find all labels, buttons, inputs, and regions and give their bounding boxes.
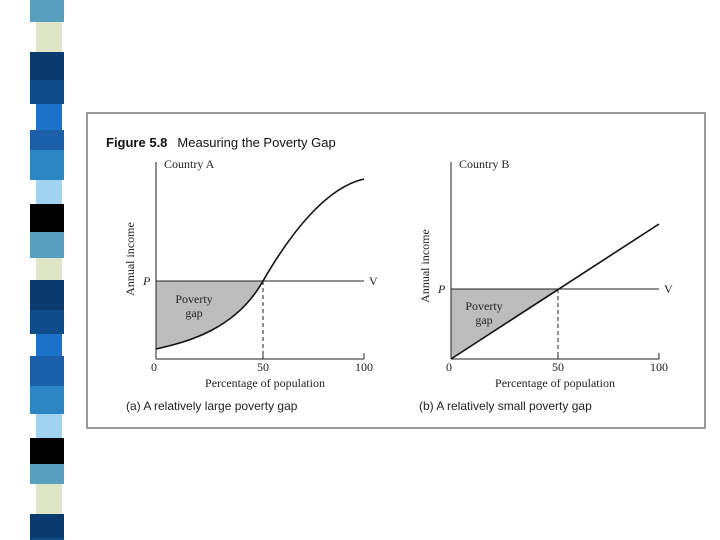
poverty-gap-label-line1: Poverty bbox=[465, 299, 503, 313]
panel-caption: (a) A relatively large poverty gap bbox=[126, 399, 298, 413]
v-label: V bbox=[369, 274, 378, 288]
figure-title bbox=[106, 135, 336, 150]
x-tick-label-100: 100 bbox=[650, 360, 668, 374]
poverty-gap-label-line2: gap bbox=[185, 306, 203, 320]
stripe-block bbox=[30, 52, 64, 80]
x-tick-label-0: 0 bbox=[446, 360, 452, 374]
stripe-block bbox=[36, 104, 62, 130]
country-label: Country B bbox=[459, 157, 510, 171]
y-axis-label: Annual income bbox=[418, 229, 432, 303]
panel-caption: (b) A relatively small poverty gap bbox=[419, 399, 592, 413]
poverty-gap-label-line2: gap bbox=[475, 313, 493, 327]
stripe-block bbox=[36, 258, 62, 280]
stripe-block bbox=[30, 232, 64, 258]
y-axis-label: Annual income bbox=[123, 222, 137, 296]
x-axis-label: Percentage of population bbox=[495, 376, 615, 390]
stripe-block bbox=[30, 438, 64, 464]
x-axis-label: Percentage of population bbox=[205, 376, 325, 390]
stripe-block bbox=[30, 280, 64, 310]
country-label: Country A bbox=[164, 157, 215, 171]
stripe-block bbox=[30, 386, 64, 414]
stripe-block bbox=[30, 150, 64, 180]
decorative-stripe bbox=[0, 0, 72, 540]
panel-a-graph bbox=[108, 154, 408, 428]
x-tick-label-50: 50 bbox=[552, 360, 564, 374]
figure-title-text: Measuring the Poverty Gap bbox=[177, 135, 336, 150]
panel-country-b bbox=[403, 154, 703, 428]
stripe-block bbox=[36, 334, 62, 356]
stripe-block bbox=[36, 484, 62, 514]
stripe-block bbox=[30, 310, 64, 334]
stripe-block bbox=[30, 0, 64, 22]
x-tick-label-50: 50 bbox=[257, 360, 269, 374]
poverty-line-label: P bbox=[143, 274, 151, 288]
poverty-line-label: P bbox=[438, 282, 446, 296]
figure-number: Figure 5.8 bbox=[106, 135, 168, 150]
panel-b-graph bbox=[403, 154, 703, 428]
stripe-block bbox=[30, 514, 64, 538]
stripe-block bbox=[36, 22, 62, 52]
stripe-block bbox=[30, 130, 64, 150]
x-tick-label-100: 100 bbox=[355, 360, 373, 374]
panel-country-a bbox=[108, 154, 408, 428]
v-label: V bbox=[664, 282, 673, 296]
x-tick-label-0: 0 bbox=[151, 360, 157, 374]
stripe-block bbox=[36, 414, 62, 438]
stripe-block bbox=[30, 80, 64, 104]
stripe-block bbox=[30, 204, 64, 232]
stripe-block bbox=[30, 356, 64, 386]
poverty-gap-label-line1: Poverty bbox=[175, 292, 213, 306]
figure-box bbox=[86, 112, 706, 429]
stripe-block bbox=[30, 464, 64, 484]
stripe-block bbox=[36, 180, 62, 204]
